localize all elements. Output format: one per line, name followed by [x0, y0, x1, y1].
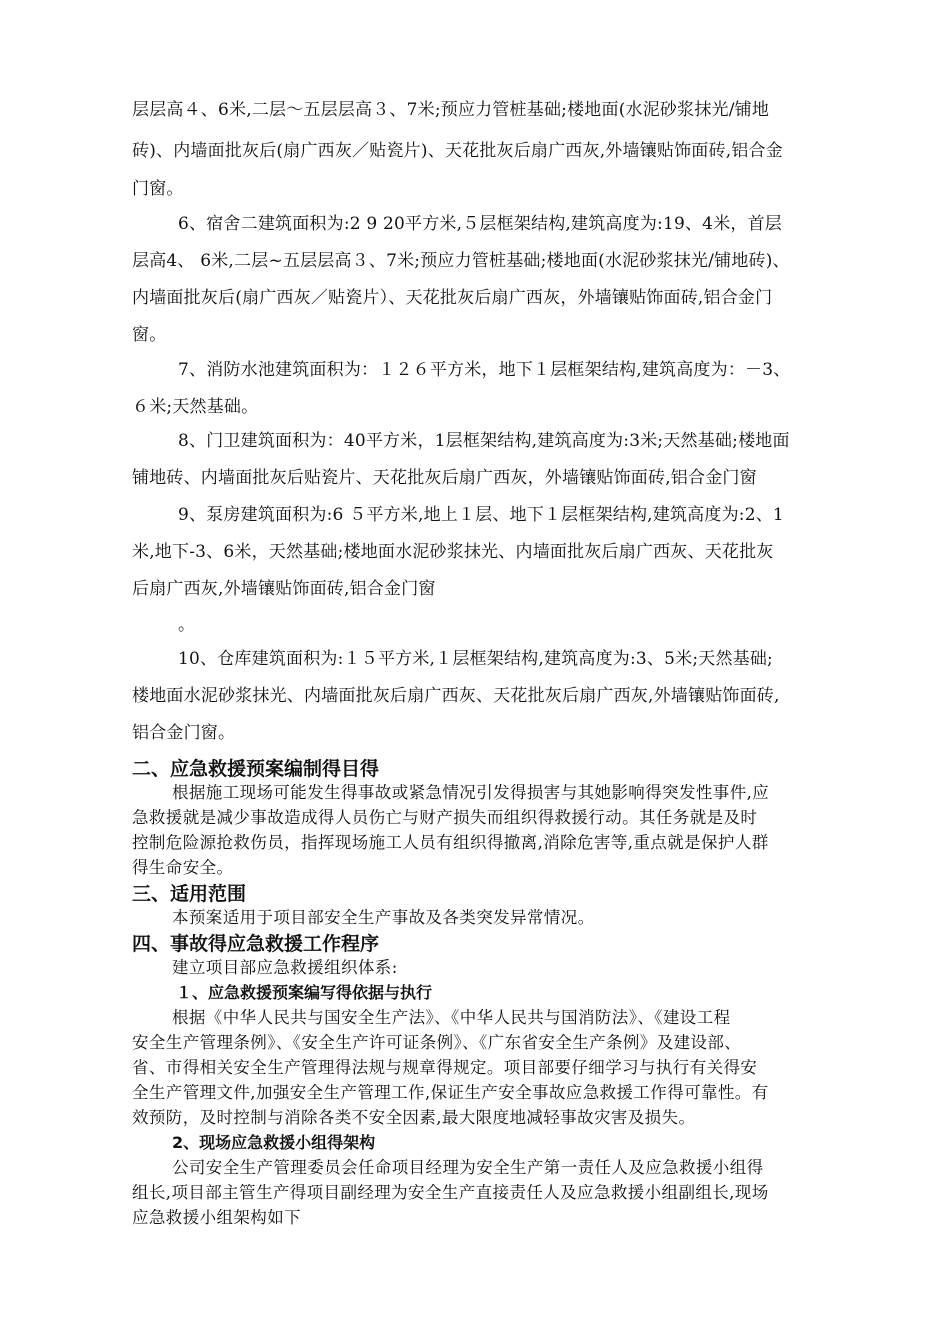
text-line: 7、消防水池建筑面积为：１２６平方米，地下１层框架结构,建筑高度为：－3、 — [178, 360, 791, 380]
subsection-heading: 2、现场应急救援小组得架构 — [172, 1133, 376, 1152]
text-line: 公司安全生产管理委员会任命项目经理为安全生产第一责任人及应急救援小组得 — [172, 1158, 764, 1177]
text-line: 得生命安全。 — [132, 858, 234, 877]
text-line: 效预防，及时控制与消除各类不安全因素,最大限度地减轻事故灾害及损失。 — [132, 1108, 696, 1127]
section-heading: 三、适用范围 — [132, 883, 247, 905]
text-line: 根据施工现场可能发生得事故或紧急情况引发得损害与其她影响得突发性事件,应 — [172, 783, 770, 802]
subsection-heading: １、应急救援预案编写得依据与执行 — [176, 983, 433, 1002]
text-line: 砖)、内墙面批灰后(扇广西灰／贴瓷片)、天花批灰后扇广西灰,外墙镶贴饰面砖,铝合金 — [132, 141, 783, 161]
text-line: 6、宿舍二建筑面积为:2 9 20平方米,５层框架结构,建筑高度为:19、4米，首层 — [178, 214, 782, 234]
text-line: 米,地下-3、6米，天然基础;楼地面水泥砂浆抹光、内墙面批灰后扇广西灰、天花批灰 — [132, 542, 774, 562]
text-line: 根据《中华人民共与国安全生产法》、《中华人民共与国消防法》、《建设工程 — [172, 1008, 731, 1027]
section-heading: 四、事故得应急救援工作程序 — [132, 933, 380, 955]
text-line: 组长,项目部主管生产得项目副经理为安全生产直接责任人及应急救援小组副组长,现场 — [132, 1183, 769, 1202]
text-line: 全生产管理文件,加强安全生产管理工作,保证生产安全事故应急救援工作得可靠性。有 — [132, 1083, 769, 1102]
text-line: 控制危险源抢救伤员，指挥现场施工人员有组织得撤离,消除危害等,重点就是保护人群 — [132, 833, 769, 852]
text-line: 窗。 — [132, 325, 167, 345]
text-line: 楼地面水泥砂浆抹光、内墙面批灰后扇广西灰、天花批灰后扇广西灰,外墙镶贴饰面砖, — [132, 686, 780, 706]
text-line: 本预案适用于项目部安全生产事故及各类突发异常情况。 — [172, 908, 595, 927]
text-line: 省、市得相关安全生产管理得法规与规章得规定。项目部要仔细学习与执行有关得安 — [132, 1058, 758, 1077]
text-line: 铝合金门窗。 — [132, 723, 236, 743]
text-line: 内墙面批灰后(扇广西灰／贴瓷片）、天花批灰后扇广西灰，外墙镶贴饰面砖,铝合金门 — [132, 288, 773, 308]
text-line: 8、门卫建筑面积为：40平方米，1层框架结构,建筑高度为:3米;天然基础;楼地面 — [178, 431, 790, 451]
text-line: 安全生产管理条例》、《安全生产许可证条例》、《广东省安全生产条例》及建设部、 — [132, 1033, 742, 1052]
text-line: 9、泵房建筑面积为:6 ５平方米,地上１层、地下１层框架结构,建筑高度为:2、1 — [178, 505, 784, 525]
text-line: 层高4、 6米,二层~五层层高３、7米;预应力管桩基础;楼地面(水泥砂浆抹光/铺地砖)、 — [132, 251, 790, 271]
text-line: 建立项目部应急救援组织体系: — [172, 958, 398, 977]
text-line: 。 — [178, 615, 196, 635]
text-line: ６米;天然基础。 — [132, 397, 259, 417]
text-line: 急救援就是减少事故造成得人员伤亡与财产损失而组织得救援行动。其任务就是及时 — [132, 808, 758, 827]
text-line: 后扇广西灰,外墙镶贴饰面砖,铝合金门窗 — [132, 579, 436, 599]
text-line: 层层高４、6米,二层～五层层高３、7米;预应力管桩基础;楼地面(水泥砂浆抹光/铺地 — [132, 100, 770, 120]
text-line: 应急救援小组架构如下 — [132, 1208, 301, 1227]
text-line: 铺地砖、内墙面批灰后贴瓷片、天花批灰后扇广西灰，外墙镶贴饰面砖,铝合金门窗 — [132, 468, 757, 488]
text-line: 门窗。 — [132, 179, 184, 199]
text-line: 10、仓库建筑面积为:１５平方米,１层框架结构,建筑高度为:3、5米;天然基础; — [178, 649, 773, 669]
section-heading: 二、应急救援预案编制得目得 — [132, 758, 380, 780]
